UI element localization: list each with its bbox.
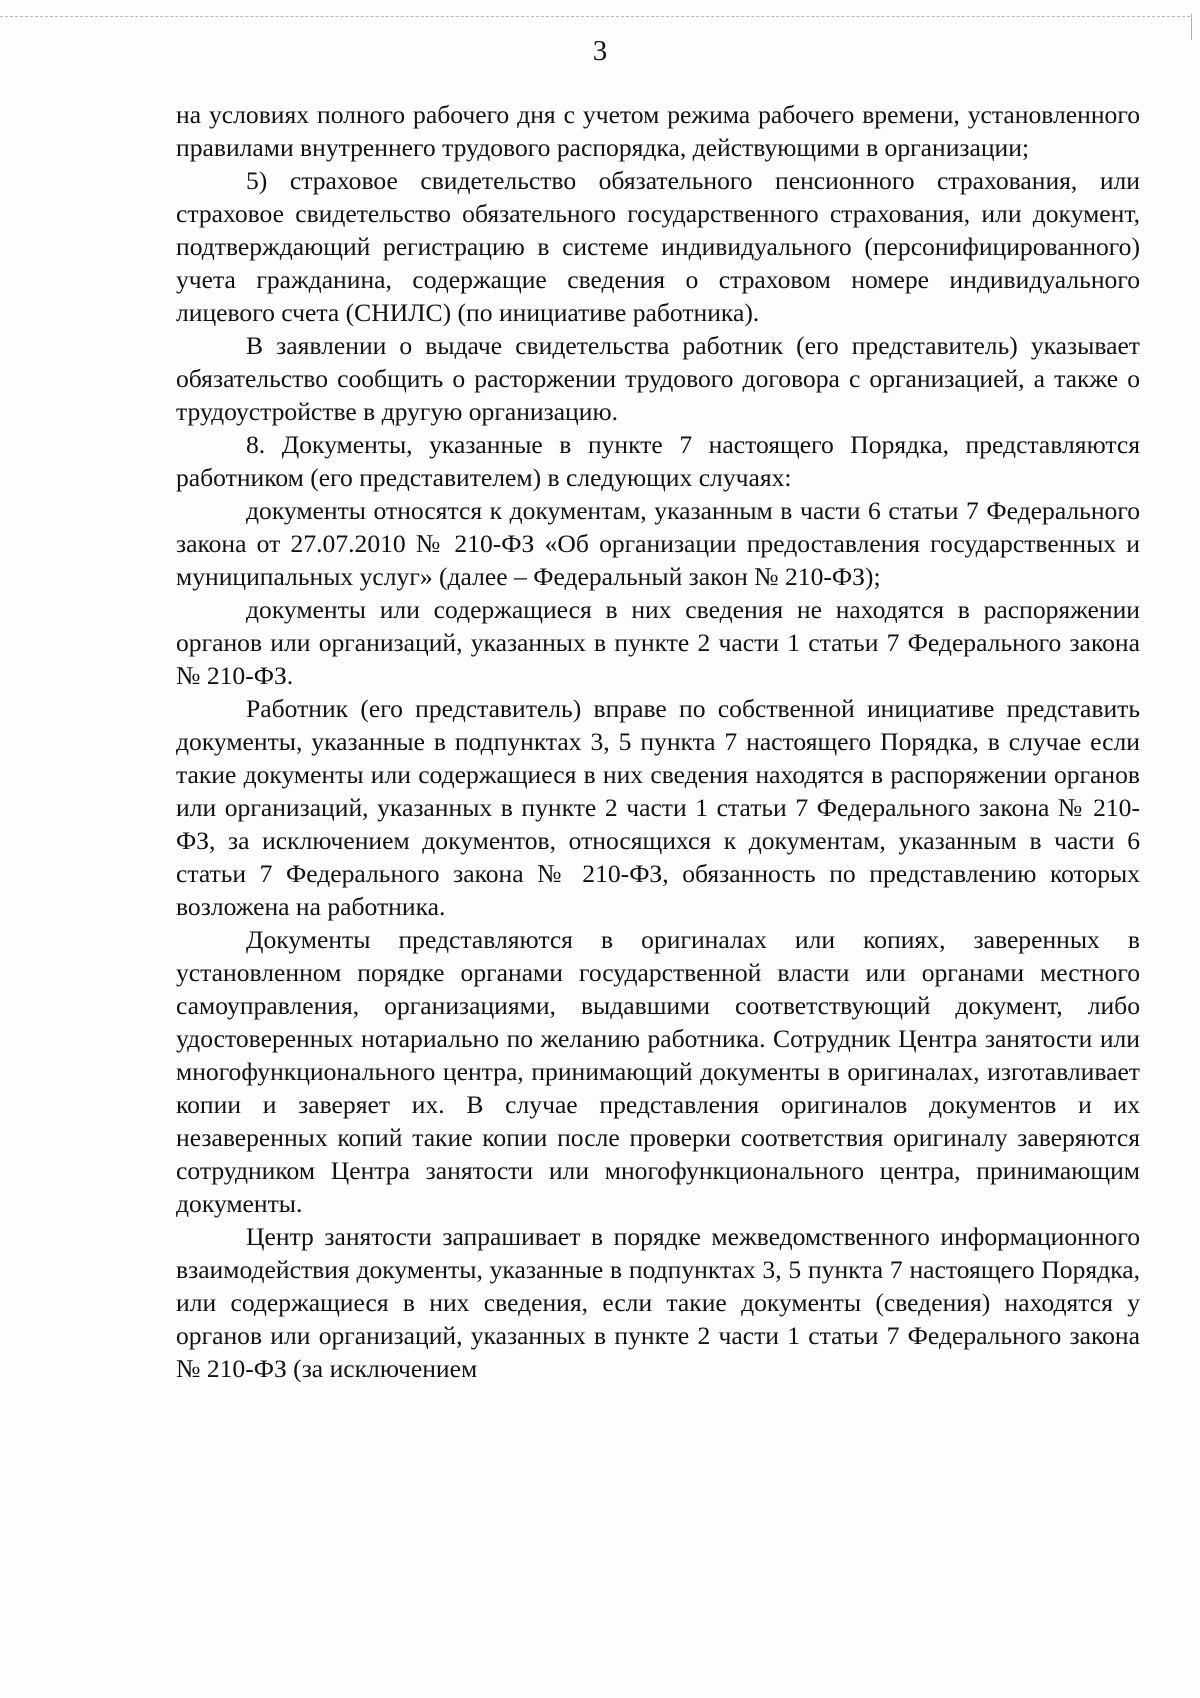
paragraph-6: документы или содержащиеся в них сведения не находятся в распоряжении органов или организаций, указанных в пункте 2 части 1 статьи 7 Федерального закона № 210-ФЗ. xyxy=(176,595,1140,690)
paragraph-1: на условиях полного рабочего дня с учетом режима рабочего времени, установленного правилами внутреннего трудового распорядка, действующими в организации; xyxy=(176,100,1140,162)
scan-edge-top xyxy=(0,16,1190,17)
paragraph-2: 5) страховое свидетельство обязательного пенсионного страхования, или страховое свидетельство обязательного государственного страхования, или документ, подтверждающий регистрацию в системе индивидуального (персонифицированного) учета гражданина, содержащие сведения о страховом номере индивидуального лицевого счета (СНИЛС) (по инициативе работника). xyxy=(176,166,1140,327)
paragraph-4: 8. Документы, указанные в пункте 7 настоящего Порядка, представляются работником (его представителем) в следующих случаях: xyxy=(176,430,1140,492)
paragraph-8: Документы представляются в оригиналах или копиях, заверенных в установленном порядке органами государственной власти или органами местного самоуправления, организациями, выдавшими соответствующий документ, либо удостоверенных нотариально по желанию работника. Сотрудник Центра занятости или многофункционального центра, принимающий документы в оригиналах, изготавливает копии и заверяет их. В случае представления оригиналов документов и их незаверенных копий такие копии после проверки соответствия оригиналу заверяются сотрудником Центра занятости или многофункционального центра, принимающим документы. xyxy=(176,925,1140,1218)
paragraph-5: документы относятся к документам, указанным в части 6 статьи 7 Федерального закона от 27.07.2010 № 210-ФЗ «Об организации предоставления государственных и муниципальных услуг» (далее – Федеральный закон № 210-ФЗ); xyxy=(176,496,1140,591)
paragraph-9: Центр занятости запрашивает в порядке межведомственного информационного взаимодействия документы, указанные в подпунктах 3, 5 пункта 7 настоящего Порядка, или содержащиеся в них сведения, если такие документы (сведения) находятся у органов или организаций, указанных в пункте 2 части 1 статьи 7 Федерального закона № 210-ФЗ (за исключением xyxy=(176,1222,1140,1383)
paragraph-3: В заявлении о выдаче свидетельства работник (его представитель) указывает обязательство сообщить о расторжении трудового договора с организацией, а также о трудоустройстве в другую организацию. xyxy=(176,331,1140,426)
page-number: 3 xyxy=(592,35,608,67)
document-body xyxy=(176,98,1140,1385)
paragraph-7: Работник (его представитель) вправе по собственной инициативе представить документы, указанные в подпунктах 3, 5 пункта 7 настоящего Порядка, в случае если такие документы или содержащиеся в них сведения находятся в распоряжении органов или организаций, указанных в пункте 2 части 1 статьи 7 Федерального закона № 210-ФЗ, за исключением документов, относящихся к документам, указанным в части 6 статьи 7 Федерального закона № 210-ФЗ, обязанность по представлению которых возложена на работника. xyxy=(176,694,1140,921)
